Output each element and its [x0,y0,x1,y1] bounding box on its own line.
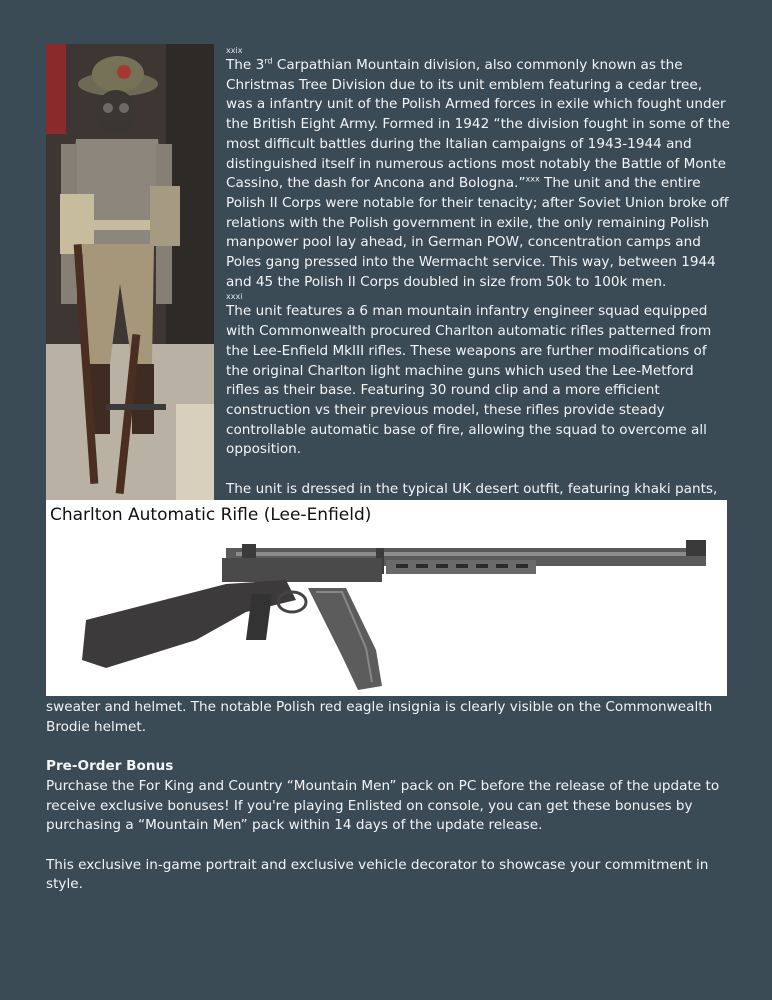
rifle-image [46,500,727,696]
unit-features-paragraph: The unit features a 6 man mountain infantry engineer squad equipped with Commonwealth procured Charlton automatic rifles patterned from the Lee-Enfield MkIII rifles. These weapons are further modifications of the original Charlton light machine guns which used the Lee-Metford rifles as their base. Featuring 30 round clip and a more efficient construction vs their previous model, these rifles provide steady controllable automatic base of fire, allowing the squad to overcome all opposition. [226,303,712,458]
bottom-text-section [46,698,736,895]
dressed-paragraph-start: The unit is dressed in the typical UK desert outfit, featuring khaki pants, [226,480,718,497]
ordinal-suffix: rd [264,56,273,66]
soldier-mannequin-illustration [46,44,214,500]
intro-text-column [226,46,730,499]
intro-text: Carpathian Mountain division, also commonly known as the Christmas Tree Division due to its unit emblem featuring a cedar tree, was a infantry unit of the Polish Armed forces in exile which fought under the British Eight Army. Formed in 1942 “the division fought in some of the most difficult battles during the Italian campaigns of 1943-1944 and distinguished itself in numerous actions most notably the Battle of Monte Cassino, the dash for Ancona and Bologna.” [226,57,730,192]
rifle-illustration [46,500,727,696]
footnote-marker: xxx [525,174,540,184]
soldier-mannequin-photo [46,44,214,500]
preorder-body: Purchase the For King and Country “Mountain Men” pack on PC before the release of the update to receive exclusive bonuses! If you're playing Enlisted on console, you can get these bonuses by purchasing a “Mountain Men” pack within 14 days of the update release. [46,777,720,834]
preorder-closing: This exclusive in-game portrait and exclusive vehicle decorator to showcase your commitment in style. [46,856,709,893]
footnote-marker: xxxi [226,292,243,302]
intro-text: The 3 [226,57,265,73]
footnote-marker: xxix [226,46,243,55]
dressed-paragraph-end: sweater and helmet. The notable Polish red eagle insignia is clearly visible on the Commonwealth Brodie helmet. [46,699,713,735]
intro-paragraph [226,56,730,292]
preorder-heading: Pre-Order Bonus [46,758,174,775]
intro-text: The unit and the entire Polish II Corps were notable for their tenacity; after Soviet Union broke off relations with the Polish government in exile, the only remaining Polish manpower pool lay ahead, in German POW, concentration camps and Poles gang pressed into the Wermacht service. This way, between 1944 and 45 the Polish II Corps doubled in size from 50k to 100k men. [226,175,729,290]
rifle-image-caption: Charlton Automatic Rifle (Lee-Enfield) [50,505,372,525]
